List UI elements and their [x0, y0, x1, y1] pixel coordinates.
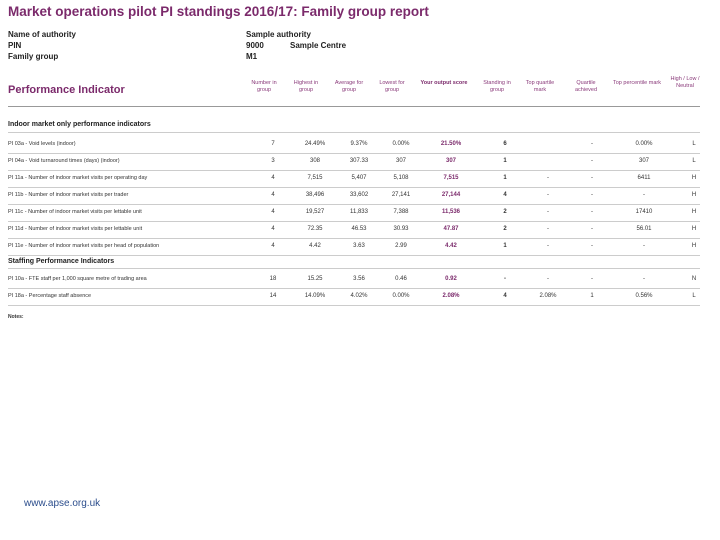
col-lowest: Lowest for group — [379, 80, 405, 93]
cell-score: 47.87 — [443, 226, 459, 232]
cell-n: 3 — [271, 158, 275, 164]
cell-score: 0.92 — [445, 276, 457, 282]
cell-n: 7 — [271, 141, 275, 147]
pi-label: PI 04a - Void turnaround times (days) (indoor) — [8, 158, 120, 164]
cell-tp: - — [643, 192, 645, 198]
cell-hl: H — [691, 175, 697, 181]
cell-avg: 11,833 — [350, 209, 368, 215]
pi-label: PI 10a - FTE staff per 1,000 square metre of trading area — [8, 276, 147, 282]
cell-stand: 1 — [503, 175, 507, 181]
header-rule — [8, 106, 700, 107]
cell-tp: - — [643, 243, 645, 249]
row-rule — [8, 305, 700, 306]
cell-low: 27,141 — [391, 192, 411, 198]
notes-label: Notes: — [8, 314, 24, 320]
cell-high: 14.09% — [304, 293, 326, 299]
cell-score: 4.42 — [445, 243, 457, 249]
section-staffing: Staffing Performance Indicators — [8, 258, 115, 265]
row-rule — [8, 153, 700, 154]
cell-low: 0.00% — [392, 141, 410, 147]
table-row — [8, 175, 700, 192]
cell-n: 4 — [271, 192, 275, 198]
cell-tq: - — [547, 209, 549, 215]
cell-avg: 3.63 — [353, 243, 365, 249]
row-rule — [8, 238, 700, 239]
cell-stand: 4 — [503, 293, 507, 299]
cell-tp: - — [643, 276, 645, 282]
cell-n: 4 — [271, 209, 275, 215]
cell-score: 7,515 — [443, 175, 459, 181]
cell-hl: H — [691, 243, 697, 249]
cell-low: 5,108 — [393, 175, 409, 181]
cell-score: 307 — [445, 158, 456, 164]
cell-high: 19,527 — [305, 209, 325, 215]
pi-label: PI 11a - Number of indoor market visits per operating day — [8, 175, 148, 181]
cell-q: - — [591, 243, 593, 249]
cell-score: 21.50% — [440, 141, 462, 147]
cell-low: 7,388 — [393, 209, 409, 215]
row-rule — [8, 204, 700, 205]
pin-label: PIN — [8, 41, 22, 50]
pin-centre: Sample Centre — [290, 41, 347, 50]
cell-high: 15.25 — [307, 276, 323, 282]
cell-hl: N — [691, 276, 697, 282]
table-row — [8, 226, 700, 243]
col-top-quartile: Top quartile mark — [525, 80, 555, 93]
cell-tp: 6411 — [637, 175, 651, 181]
cell-n: 4 — [271, 226, 275, 232]
pi-heading: Performance Indicator — [8, 84, 125, 96]
cell-stand: 4 — [503, 192, 507, 198]
col-highest: Highest in group — [293, 80, 319, 93]
pin-value: 9000 — [246, 41, 264, 50]
cell-hl: H — [691, 192, 697, 198]
cell-stand: 6 — [503, 141, 507, 147]
cell-q: - — [591, 192, 593, 198]
cell-q: - — [591, 175, 593, 181]
cell-low: 0.00% — [392, 293, 410, 299]
pi-label: PI 03a - Void levels (indoor) — [8, 141, 76, 147]
cell-tq: - — [547, 226, 549, 232]
cell-hl: H — [691, 209, 697, 215]
row-rule — [8, 221, 700, 222]
col-high-low: High / Low / Neutral — [670, 76, 700, 89]
cell-stand: 2 — [503, 209, 507, 215]
col-number: Number in group — [251, 80, 277, 93]
col-standing: Standing in group — [483, 80, 511, 93]
row-rule — [8, 288, 700, 289]
cell-tq: - — [547, 243, 549, 249]
pi-label: PI 11b - Number of indoor market visits per trader — [8, 192, 129, 198]
cell-n: 14 — [269, 293, 277, 299]
pi-label: PI 11c - Number of indoor market visits per lettable unit — [8, 209, 142, 215]
cell-tp: 307 — [638, 158, 649, 164]
cell-low: 307 — [395, 158, 406, 164]
cell-tp: 17410 — [635, 209, 653, 215]
family-value: M1 — [246, 52, 258, 61]
cell-avg: 5,407 — [351, 175, 367, 181]
cell-stand: 1 — [503, 243, 507, 249]
cell-high: 24.49% — [304, 141, 326, 147]
cell-tq: 2.08% — [539, 293, 557, 299]
col-quartile: Quartile achieved — [574, 80, 598, 93]
pi-label: PI 18a - Percentage staff absence — [8, 293, 92, 299]
cell-tp: 0.00% — [635, 141, 653, 147]
cell-stand: 1 — [503, 158, 507, 164]
table-row — [8, 209, 700, 226]
table-row — [8, 158, 700, 175]
cell-high: 4.42 — [309, 243, 321, 249]
cell-score: 11,536 — [441, 209, 461, 215]
cell-high: 72.35 — [307, 226, 323, 232]
cell-avg: 9.37% — [350, 141, 368, 147]
pi-label: PI 11d - Number of indoor market visits per lettable unit — [8, 226, 143, 232]
row-rule — [8, 170, 700, 171]
cell-high: 308 — [309, 158, 320, 164]
cell-low: 2.99 — [395, 243, 407, 249]
cell-hl: L — [692, 293, 696, 299]
table-row — [8, 276, 700, 293]
col-top-percentile: Top percentile mark — [613, 80, 661, 86]
cell-avg: 3.56 — [353, 276, 365, 282]
cell-tq: - — [547, 192, 549, 198]
col-your-score: Your output score — [420, 80, 468, 86]
cell-stand: 2 — [503, 226, 507, 232]
family-label: Family group — [8, 52, 59, 61]
cell-q: - — [591, 141, 593, 147]
cell-avg: 33,602 — [349, 192, 369, 198]
cell-hl: L — [692, 141, 696, 147]
name-value: Sample authority — [246, 30, 311, 39]
cell-low: 30.93 — [393, 226, 409, 232]
section-indoor: Indoor market only performance indicators — [8, 121, 151, 128]
cell-tp: 56.01 — [636, 226, 652, 232]
report-title: Market operations pilot PI standings 2016/17: Family group report — [8, 4, 429, 19]
cell-tq: - — [547, 175, 549, 181]
cell-q: 1 — [590, 293, 594, 299]
row-rule — [8, 187, 700, 188]
cell-stand: - — [504, 276, 506, 282]
cell-avg: 4.02% — [350, 293, 368, 299]
cell-n: 4 — [271, 175, 275, 181]
cell-hl: L — [692, 158, 696, 164]
section-rule — [8, 132, 700, 133]
cell-q: - — [591, 209, 593, 215]
cell-q: - — [591, 276, 593, 282]
cell-tq: - — [547, 276, 549, 282]
section-rule — [8, 268, 700, 269]
cell-low: 0.46 — [395, 276, 407, 282]
cell-score: 27,144 — [441, 192, 461, 198]
col-average: Average for group — [334, 80, 364, 93]
cell-q: - — [591, 158, 593, 164]
cell-tp: 0.56% — [635, 293, 653, 299]
cell-high: 38,496 — [305, 192, 325, 198]
cell-n: 4 — [271, 243, 275, 249]
row-rule — [8, 255, 700, 256]
footer-url: www.apse.org.uk — [24, 498, 101, 509]
cell-avg: 307.33 — [349, 158, 369, 164]
name-label: Name of authority — [8, 30, 77, 39]
cell-q: - — [591, 226, 593, 232]
table-row — [8, 293, 700, 310]
table-row — [8, 192, 700, 209]
cell-n: 18 — [269, 276, 277, 282]
cell-score: 2.08% — [442, 293, 460, 299]
cell-hl: H — [691, 226, 697, 232]
pi-label: PI 11e - Number of indoor market visits per head of population — [8, 243, 160, 249]
table-row — [8, 141, 700, 158]
cell-high: 7,515 — [307, 175, 323, 181]
cell-avg: 46.53 — [351, 226, 367, 232]
